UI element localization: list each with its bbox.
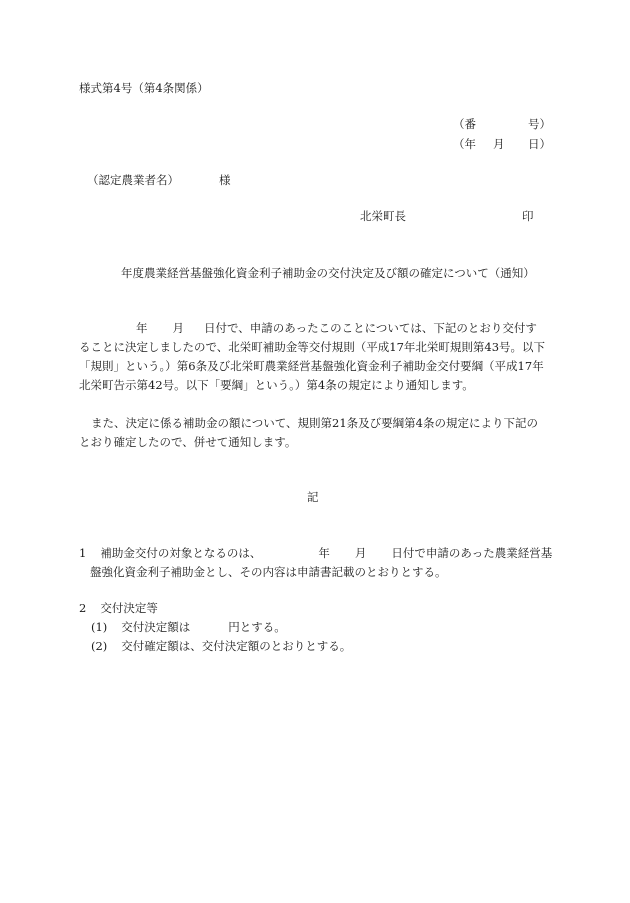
number-open: （番	[453, 117, 476, 131]
item-2-number: 2	[79, 601, 87, 615]
p1-year: 年	[136, 321, 148, 335]
p1-day-text: 日付で、申請のあったこのことについては、下記のとおり交付す	[204, 321, 537, 335]
number-close: 号）	[528, 117, 551, 131]
sub-item-2	[91, 641, 351, 653]
item-1-text-a: 補助金交付の対象となるのは、	[100, 546, 262, 560]
p1-month: 月	[172, 321, 184, 335]
form-number: 様式第4号（第4条関係）	[79, 81, 209, 95]
seal-mark: 印	[522, 209, 534, 223]
sub-item-1-text-a: 交付決定額は	[121, 620, 191, 634]
item-1-number: 1	[79, 546, 87, 560]
item-1-year: 年	[318, 546, 330, 560]
item-2-label: 交付決定等	[100, 601, 158, 615]
sub-item-1-number: (1)	[91, 620, 108, 634]
sub-item-2-text: 交付確定額は、交付決定額のとおりとする。	[121, 639, 352, 653]
addressee-honorific: 様	[219, 173, 231, 187]
body-paragraph-2-line-2: とおり確定したので、併せて通知します。	[79, 435, 297, 449]
document-title: 年度農業経営基盤強化資金利子補助金の交付決定及び額の確定について（通知）	[121, 266, 535, 280]
body-paragraph-1-line-1	[79, 323, 537, 335]
body-paragraph-1-line-2: ることに決定しましたので、北栄町補助金等交付規則（平成17年北栄町規則第43号。以下	[79, 340, 546, 354]
date-close: 日）	[528, 137, 551, 151]
item-1-line-1	[79, 548, 552, 560]
sub-item-2-number: (2)	[91, 639, 108, 653]
item-2-line	[79, 603, 158, 615]
body-paragraph-1-line-4: 北栄町告示第42号。以下「要綱」という。）第4条の規定により通知します。	[79, 378, 474, 392]
addressee-name-label: （認定農業者名）	[87, 173, 179, 187]
item-1-line-2: 盤強化資金利子補助金とし、その内容は申請書記載のとおりとする。	[90, 565, 447, 579]
item-1-text-b: 日付で申請のあった農業経営基	[391, 546, 553, 560]
ki-heading: 記	[307, 490, 319, 504]
item-1-month: 月	[354, 546, 367, 560]
body-paragraph-1-line-3: 「規則」という。）第6条及び北栄町農業経営基盤強化資金利子補助金交付要綱（平成17年	[79, 359, 544, 373]
sender-name: 北栄町長	[360, 209, 406, 223]
date-open: （年	[453, 137, 476, 151]
date-month: 月	[493, 137, 505, 151]
body-paragraph-2-line-1: また、決定に係る補助金の額について、規則第21条及び要綱第4条の規定により下記の	[91, 416, 538, 430]
sub-item-1-text-b: 円とする。	[228, 620, 286, 634]
sub-item-1	[91, 622, 286, 634]
